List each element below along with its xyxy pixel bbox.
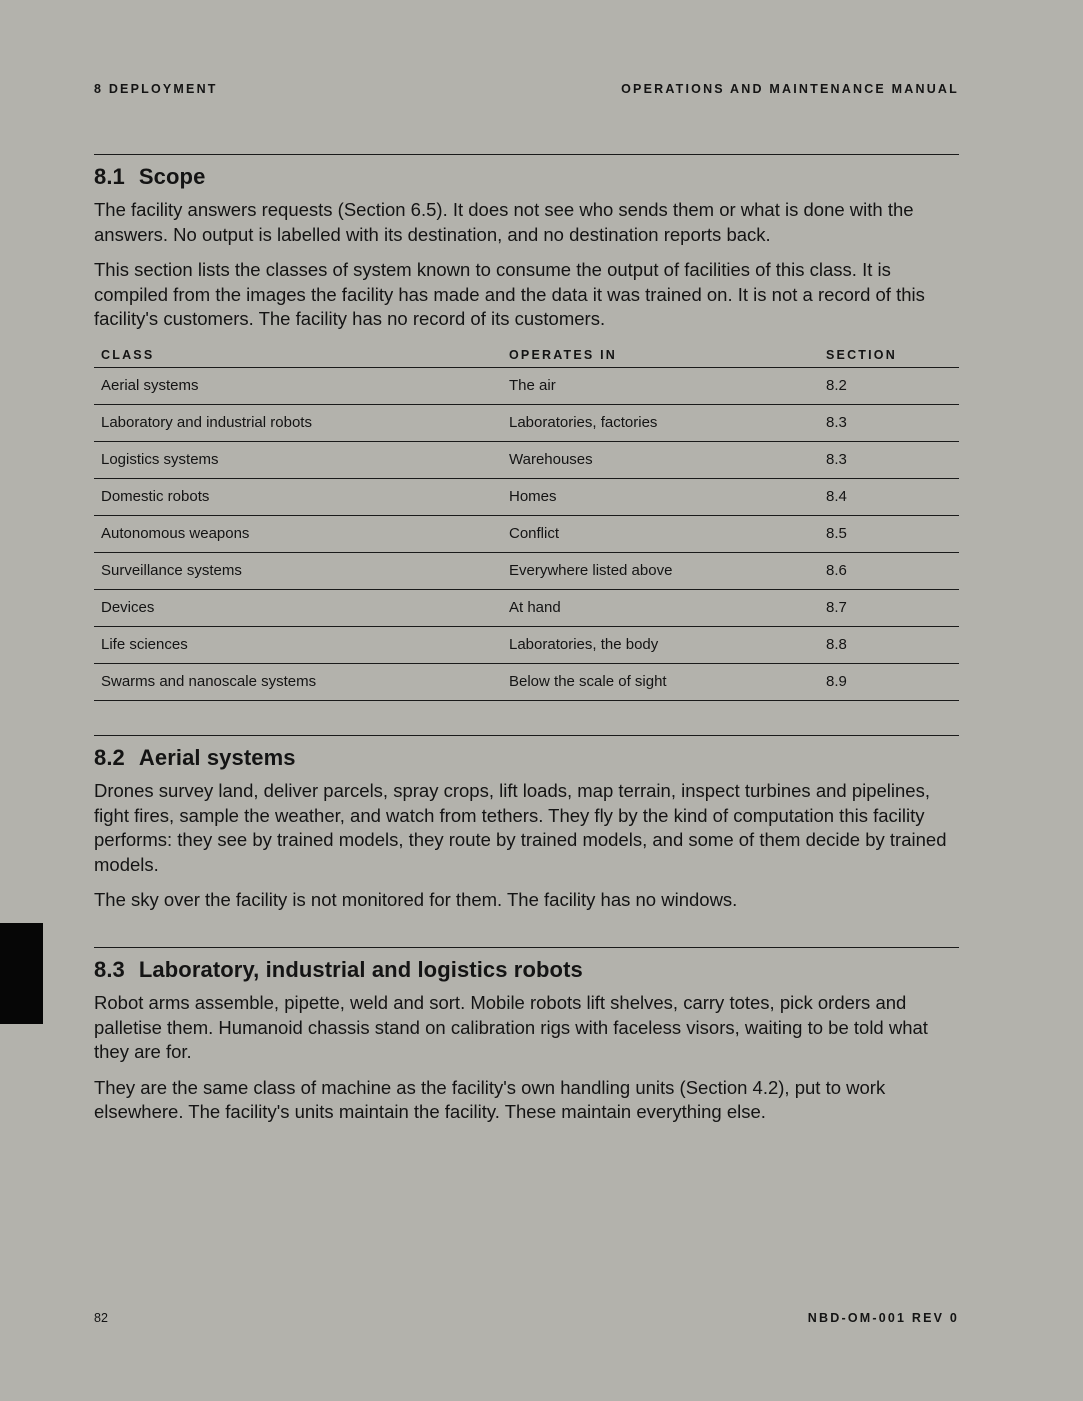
paragraph: This section lists the classes of system known to consume the output of facilities of this class. It is compiled from the images the facility has made and the data it was trained on. It is not a record of this facility's customers. The facility has no record of its customers. xyxy=(94,259,925,330)
table-cell: Logistics systems xyxy=(94,441,502,478)
section-8-1 xyxy=(94,154,959,701)
page-number: 82 xyxy=(94,1311,108,1325)
table-cell: 8.2 xyxy=(819,367,960,404)
table-cell: The air xyxy=(502,367,819,404)
paragraph: The facility answers requests (Section 6.5). It does not see who sends them or what is done with the answers. No output is labelled with its destination, and no destination reports back. xyxy=(94,199,914,245)
column-header-section: SECTION xyxy=(819,348,960,368)
manual-title: OPERATIONS AND MAINTENANCE MANUAL xyxy=(621,82,959,96)
table-cell: Devices xyxy=(94,589,502,626)
table-cell: 8.7 xyxy=(819,589,960,626)
page-footer xyxy=(94,1311,959,1325)
table-cell: Surveillance systems xyxy=(94,552,502,589)
table-cell: Warehouses xyxy=(502,441,819,478)
table-cell: Conflict xyxy=(502,515,819,552)
table-row xyxy=(94,552,959,589)
paragraph: The sky over the facility is not monitored for them. The facility has no windows. xyxy=(94,889,738,911)
page-content xyxy=(94,154,959,1136)
table-cell: Laboratories, the body xyxy=(502,626,819,663)
running-header xyxy=(94,82,959,96)
section-title: Scope xyxy=(138,164,206,189)
paragraph: They are the same class of machine as the facility's own handling units (Section 4.2), put to work elsewhere. The facility's units maintain the facility. These maintain everything else. xyxy=(94,1076,886,1123)
section-number: 8.3 xyxy=(94,956,125,982)
section-number: 8.2 xyxy=(94,744,125,770)
section-heading xyxy=(94,957,959,983)
paragraph: Robot arms assemble, pipette, weld and sort. Mobile robots lift shelves, carry totes, pick orders and palletise them. Humanoid chassis stand on calibration rigs with faceless visors, waiting to be told what they are for. xyxy=(94,991,928,1063)
consumer-classes-table xyxy=(94,348,959,701)
column-header-operates-in: OPERATES IN xyxy=(502,348,819,368)
table-row xyxy=(94,441,959,478)
section-8-3 xyxy=(94,947,959,1125)
section-number: 8.1 xyxy=(94,164,125,189)
chapter-thumb-tab xyxy=(0,923,43,1024)
table-cell: 8.6 xyxy=(819,552,960,589)
section-heading xyxy=(94,164,959,190)
table-cell: 8.5 xyxy=(819,515,960,552)
table-cell: 8.9 xyxy=(819,663,960,700)
table-row xyxy=(94,515,959,552)
table-cell: 8.4 xyxy=(819,478,960,515)
table-row xyxy=(94,589,959,626)
table-row xyxy=(94,367,959,404)
section-title: Aerial systems xyxy=(138,744,296,770)
table-row xyxy=(94,478,959,515)
table-cell: Autonomous weapons xyxy=(94,515,502,552)
table-header-row xyxy=(94,348,959,368)
table-cell: At hand xyxy=(502,589,819,626)
table-cell: Domestic robots xyxy=(94,478,502,515)
table-cell: 8.3 xyxy=(819,404,960,441)
table-cell: Laboratories, factories xyxy=(502,404,819,441)
column-header-class: CLASS xyxy=(94,348,502,368)
table-cell: Life sciences xyxy=(94,626,502,663)
table-cell: Laboratory and industrial robots xyxy=(94,404,502,441)
table-cell: Aerial systems xyxy=(94,367,502,404)
section-8-2 xyxy=(94,735,959,913)
table-row xyxy=(94,663,959,700)
section-heading xyxy=(94,745,959,771)
table-cell: Swarms and nanoscale systems xyxy=(94,663,502,700)
table-row xyxy=(94,404,959,441)
table-cell: 8.3 xyxy=(819,441,960,478)
document-id: NBD-OM-001 REV 0 xyxy=(807,1311,959,1325)
table-cell: Below the scale of sight xyxy=(502,663,819,700)
table-cell: Homes xyxy=(502,478,819,515)
table-cell: Everywhere listed above xyxy=(502,552,819,589)
section-title: Laboratory, industrial and logistics robots xyxy=(138,956,583,982)
paragraph: Drones survey land, deliver parcels, spray crops, lift loads, map terrain, inspect turbines and pipelines, fight fires, sample the weather, and watch from tethers. They fly by the kind of computation this facility performs: they see by trained models, they route by trained models, and some of them decide by trained models. xyxy=(94,779,947,875)
chapter-label: 8 DEPLOYMENT xyxy=(94,82,218,96)
table-row xyxy=(94,626,959,663)
table-cell: 8.8 xyxy=(819,626,960,663)
